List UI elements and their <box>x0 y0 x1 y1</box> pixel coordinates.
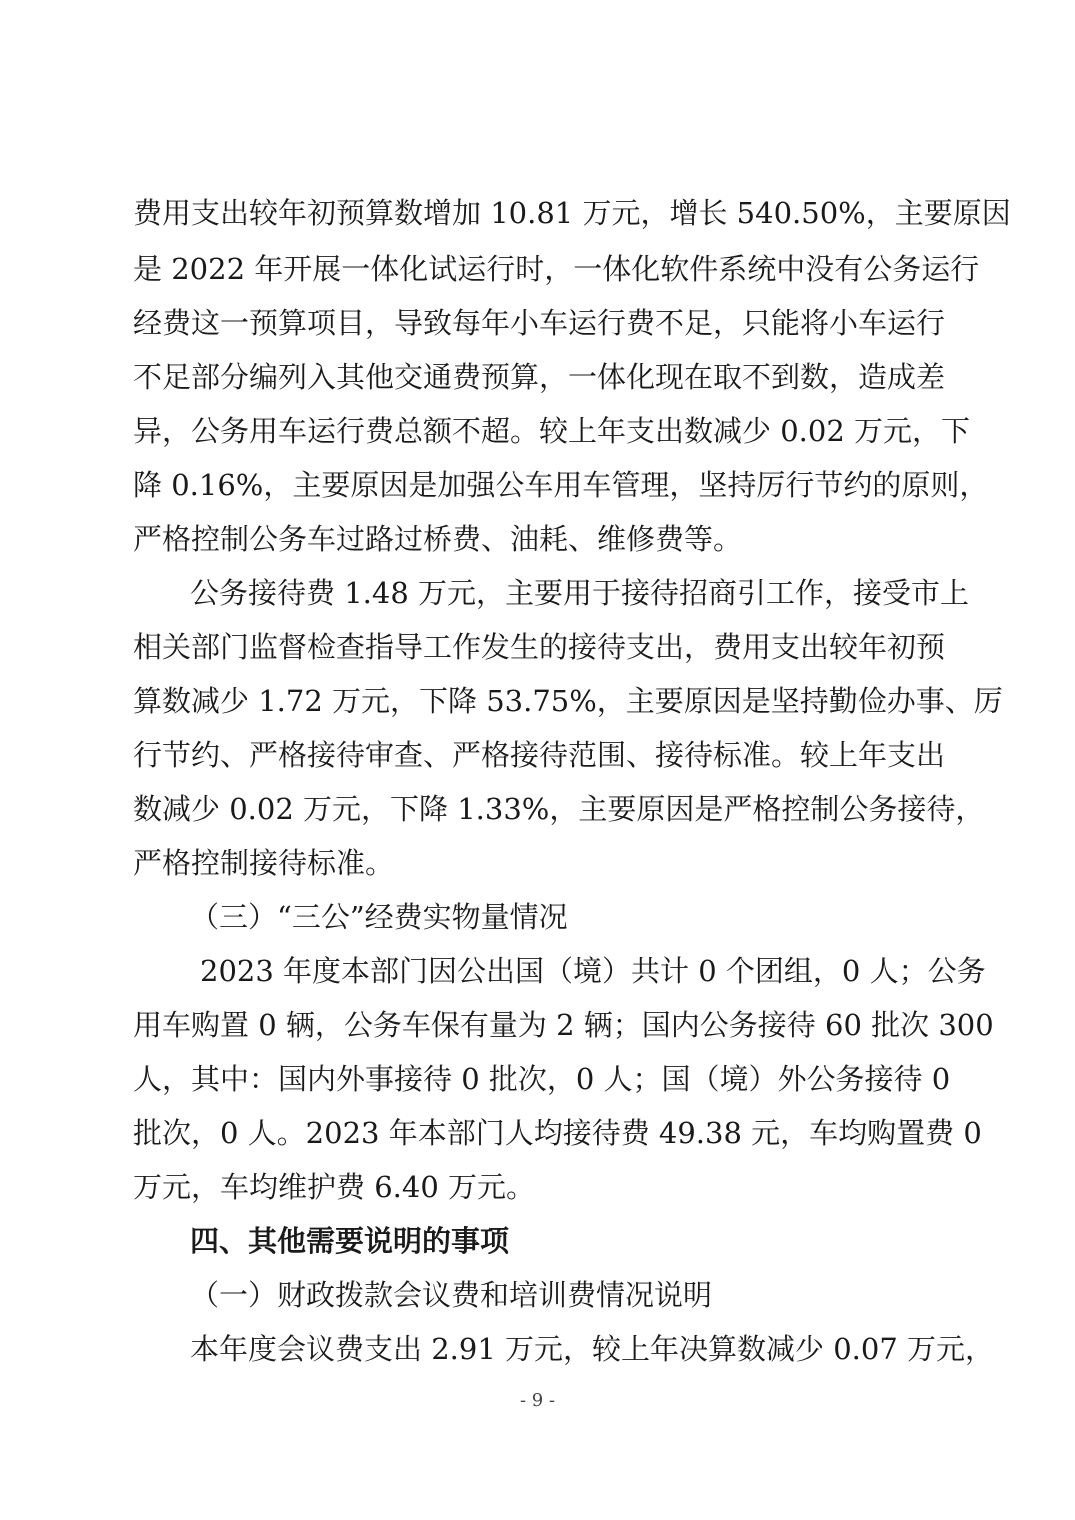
paragraph-line: 2023 年度本部门因公出国（境）共计 0 个团组，0 人；公务 <box>200 954 986 988</box>
paragraph-line: 不足部分编列入其他交通费预算，一体化现在取不到数，造成差 <box>133 360 946 394</box>
paragraph-line: 严格控制接待标准。 <box>133 846 395 880</box>
paragraph-line: 降 0.16%，主要原因是加强公车用车管理，坚持厉行节约的原则， <box>133 468 989 502</box>
paragraph-line: 数减少 0.02 万元，下降 1.33%，主要原因是严格控制公务接待， <box>133 792 985 826</box>
paragraph-line: 是 2022 年开展一体化试运行时，一体化软件系统中没有公务运行 <box>133 252 980 286</box>
paragraph-line: 行节约、严格接待审查、严格接待范围、接待标准。较上年支出 <box>133 738 946 772</box>
paragraph-line: 费用支出较年初预算数增加 10.81 万元，增长 540.50%，主要原因 <box>133 196 1011 230</box>
paragraph-line: 用车购置 0 辆，公务车保有量为 2 辆；国内公务接待 60 批次 300 <box>133 1008 994 1042</box>
section-heading: 四、其他需要说明的事项 <box>190 1224 510 1258</box>
paragraph-line: 公务接待费 1.48 万元，主要用于接待招商引工作，接受市上 <box>190 576 970 610</box>
paragraph-line: 经费这一预算项目，导致每年小车运行费不足，只能将小车运行 <box>133 306 946 340</box>
paragraph-line: 万元，车均维护费 6.40 万元。 <box>133 1170 536 1204</box>
paragraph-line: 异，公务用车运行费总额不超。较上年支出数减少 0.02 万元，下 <box>133 414 971 448</box>
page-number: - 9 - <box>519 1390 556 1411</box>
paragraph-line: 人，其中：国内外事接待 0 批次，0 人；国（境）外公务接待 0 <box>133 1062 951 1096</box>
subsection-heading: （一）财政拨款会议费和培训费情况说明 <box>190 1278 713 1312</box>
paragraph-line: 算数减少 1.72 万元，下降 53.75%，主要原因是坚持勤俭办事、厉 <box>133 684 1003 718</box>
paragraph-line: 批次，0 人。2023 年本部门人均接待费 49.38 元，车均购置费 0 <box>133 1116 982 1150</box>
paragraph-line: 相关部门监督检查指导工作发生的接待支出，费用支出较年初预 <box>133 630 946 664</box>
section-heading: （三）“三公”经费实物量情况 <box>190 900 568 934</box>
paragraph-line: 本年度会议费支出 2.91 万元，较上年决算数减少 0.07 万元， <box>190 1332 995 1366</box>
paragraph-line: 严格控制公务车过路过桥费、油耗、维修费等。 <box>133 522 743 556</box>
